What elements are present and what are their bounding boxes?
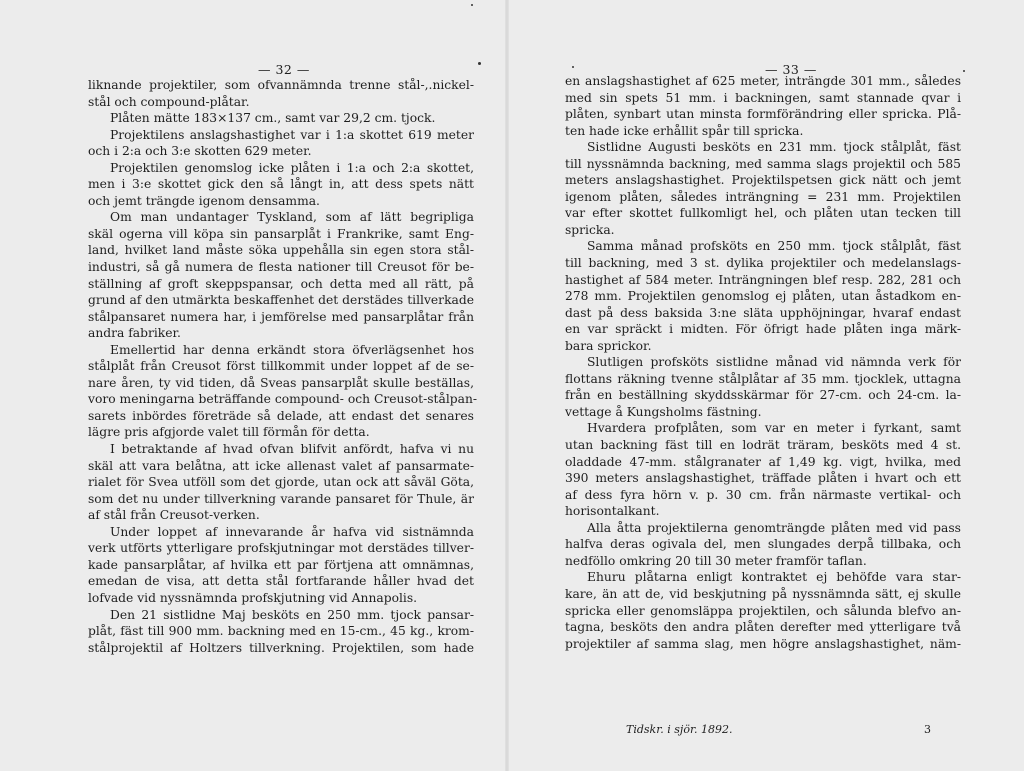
- signature-mark: 3: [924, 723, 931, 736]
- print-speck: [471, 4, 473, 6]
- text-line: med sin spets 51 mm. i backningen, samt stannade qvar i: [565, 90, 961, 105]
- text-line: oladdade 47-mm. stålgranater af 1,49 kg. vigt, hvilka, med: [565, 454, 961, 469]
- text-line: projektiler af samma slag, men högre anslagshastighet, näm-: [565, 636, 961, 651]
- right-page: [509, 0, 1024, 771]
- text-line: liknande projektiler, som ofvannämnda trenne stål-,.nickel-: [88, 78, 474, 92]
- text-line: flottans räkning tvenne stålplåtar af 35 mm. tjocklek, uttagna: [565, 371, 961, 386]
- text-line: till backning, med 3 st. dylika projektiler och medelanslags-: [565, 256, 961, 271]
- page-number: — 33 —: [765, 62, 817, 77]
- text-line: verk utförts ytterligare profskjutningar mot derstädes tillver-: [88, 541, 474, 556]
- text-line: 390 meters anslagshastighet, träffade plåten i hvart och ett: [565, 471, 961, 486]
- text-line: af stål från Creusot-verken.: [88, 508, 260, 523]
- text-line: Slutligen profsköts sistlidne månad vid nämnda verk för: [587, 355, 961, 370]
- text-line: skäl att vara belåtna, att icke allenast valet af pansarmate-: [88, 458, 474, 473]
- page-footer: [566, 723, 961, 737]
- text-line: lägre pris afgjorde valet till förmån för detta.: [88, 425, 370, 440]
- text-line: kare, än att de, vid beskjutning på nyssnämnda sätt, ej skulle: [565, 586, 961, 601]
- text-line: var efter skottet fullkomligt hel, och plåten utan tecken till: [565, 206, 961, 221]
- print-speck: [572, 66, 574, 68]
- print-speck: [478, 62, 481, 65]
- text-line: stålprojektil af Holtzers tillverkning. Projektilen, som hade: [88, 640, 474, 655]
- text-line: Sistlidne Augusti besköts en 231 mm. tjock stålplåt, fäst: [587, 140, 961, 155]
- text-line: kade pansarplåtar, af hvilka ett par förtjena att omnämnas,: [88, 557, 474, 572]
- text-line: lofvade vid nyssnämnda profskjutning vid Annapolis.: [88, 590, 418, 605]
- text-line: Alla åtta projektilerna genomträngde plåten med vid pass: [587, 520, 961, 535]
- text-line: voro meningarna beträffande compound- och Creusot-stålpan-: [88, 392, 478, 407]
- text-line: och i 2:a och 3:e skotten 629 meter.: [88, 144, 312, 159]
- text-line: igenom plåten, således inträngning = 231 mm. Projektilen: [565, 189, 961, 204]
- text-line: hastighet af 584 meter. Inträngningen blef resp. 282, 281 och: [565, 272, 961, 287]
- text-line: stål och compound-plåtar.: [88, 94, 250, 109]
- text-line: men i 3:e skottet gick den så långt in, att dess spets nätt: [88, 177, 474, 192]
- body-text: [88, 77, 478, 656]
- text-line: från en beställning skyddsskärmar för 27-cm. och 24-cm. la-: [565, 388, 961, 403]
- text-line: Emellertid har denna erkändt stora öfverlägsenhet hos: [110, 342, 474, 357]
- text-line: land, hvilket land måste söka uppehålla sin egen stora stål-: [88, 243, 474, 258]
- text-line: skäl ogerna vill köpa sin pansarplåt i Frankrike, samt Eng-: [88, 226, 474, 241]
- page-number: — 32 —: [258, 62, 310, 77]
- text-line: utan backning fäst till en lodrät träram, besköts med 4 st.: [565, 438, 961, 453]
- text-line: en anslagshastighet af 625 meter, inträngde 301 mm., således: [565, 74, 961, 88]
- text-line: spricka.: [565, 222, 615, 237]
- text-line: dast på dess baksida 3:ne släta upphöjningar, hvaraf endast: [565, 305, 961, 320]
- text-line: Samma månad profsköts en 250 mm. tjock stålplåt, fäst: [587, 239, 961, 254]
- text-line: grund af den utmärkta beskaffenhet det derstädes tillverkade: [88, 293, 474, 308]
- text-line: nare åren, ty vid tiden, då Sveas pansarplåt skulle beställas,: [88, 375, 474, 390]
- text-line: Under loppet af innevarande år hafva vid sistnämnda: [110, 524, 474, 539]
- text-line: nedföllo omkring 20 till 30 meter framför taflan.: [565, 553, 867, 568]
- text-line: industri, så gå numera de flesta nationer till Creusot för be-: [88, 260, 474, 275]
- footer-source: Tidskr. i sjör. 1892.: [626, 723, 733, 736]
- text-line: stålplåt från Creusot först tillkommit under loppet af de se-: [88, 359, 474, 374]
- text-line: Hvardera profplåten, som var en meter i fyrkant, samt: [587, 421, 961, 436]
- text-line: ten hade icke erhållit spår till spricka.: [565, 123, 804, 138]
- text-line: och jemt trängde igenom densamma.: [88, 193, 320, 208]
- text-line: spricka eller genomsläppa projektilen, och sålunda blefvo an-: [565, 603, 961, 618]
- text-line: till nyssnämnda backning, med samma slags projektil och 585: [565, 156, 961, 171]
- text-line: meters anslagshastighet. Projektilspetsen gick nätt och jemt: [565, 173, 961, 188]
- text-line: Den 21 sistlidne Maj besköts en 250 mm. tjock pansar-: [110, 607, 474, 622]
- text-line: af dess fyra hörn v. p. 30 cm. från närmaste vertikal- och: [565, 487, 961, 502]
- text-line: en var spräckt i midten. För öfrigt hade plåten inga märk-: [565, 322, 961, 337]
- text-line: rialet för Svea utföll som det gjorde, utan ock att såväl Göta,: [88, 475, 474, 490]
- text-line: vettage å Kungsholms fästning.: [565, 404, 762, 419]
- text-line: Projektilens anslagshastighet var i 1:a skottet 619 meter: [110, 127, 474, 142]
- text-line: halfva deras ogivala del, men slungades derpå tillbaka, och: [565, 537, 961, 552]
- text-line: Om man undantager Tyskland, som af lätt begripliga: [110, 210, 474, 225]
- text-line: plåten, synbart utan minsta formförändring eller spricka. Plå-: [565, 107, 961, 122]
- text-line: som det nu under tillverkning varande pansaret för Thule, är: [88, 491, 474, 506]
- text-line: stålpansaret numera har, i jemförelse med pansarplåtar från: [88, 309, 474, 324]
- print-speck: [963, 70, 965, 72]
- text-line: andra fabriker.: [88, 326, 181, 341]
- text-line: horisontalkant.: [565, 504, 660, 519]
- text-line: ställning af groft skeppspansar, och detta med all rätt, på: [88, 276, 474, 291]
- body-text: [565, 73, 961, 652]
- text-line: I betraktande af hvad ofvan blifvit anfördt, hafva vi nu: [110, 442, 474, 457]
- text-line: plåt, fäst till 900 mm. backning med en 15-cm., 45 kg., krom-: [88, 624, 474, 639]
- text-line: Plåten mätte 183×137 cm., samt var 29,2 cm. tjock.: [110, 111, 436, 126]
- text-line: Ehuru plåtarna enligt kontraktet ej behöfde vara star-: [587, 570, 961, 585]
- text-line: 278 mm. Projektilen genomslog ej plåten, utan åstadkom en-: [565, 289, 961, 304]
- left-page: [0, 0, 505, 771]
- text-line: tagna, besköts den andra plåten derefter med ytterligare två: [565, 620, 961, 635]
- text-line: emedan de visa, att detta stål fortfarande håller hvad det: [88, 574, 474, 589]
- text-line: sarets inbördes företräde så delade, att endast det senares: [88, 408, 474, 423]
- text-line: bara sprickor.: [565, 338, 652, 353]
- text-line: Projektilen genomslog icke plåten i 1:a och 2:a skottet,: [110, 160, 474, 175]
